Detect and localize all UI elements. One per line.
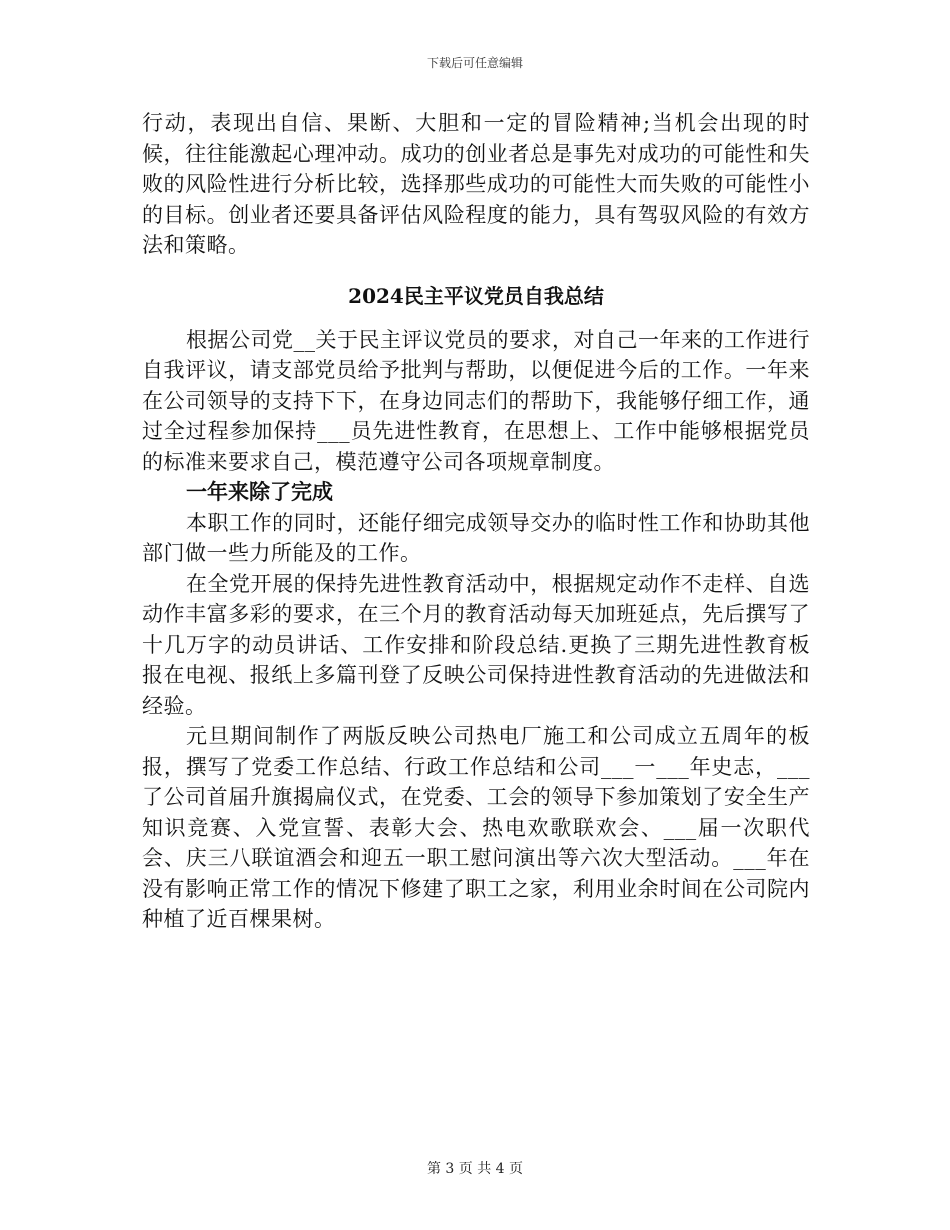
page-header: 下载后可任意编辑 <box>426 56 523 70</box>
paragraph-4: 元旦期间制作了两版反映公司热电厂施工和公司成立五周年的板报，撰写了党委工作总结、行政工作总结和公司___一___年史志，___了公司首届升旗揭扁仪式，在党委、工会的领导下参加策划了安全生产知识竞赛、入党宣誓、表彰大会、热电欢歌联欢会、___届一次职代会、庆三八联谊酒会和迎五一职工慰问演出等六次大型活动。___年在没有影响正常工作的情况下修建了职工之家，利用业余时间在公司院内种植了近百棵果树。 <box>142 724 810 931</box>
paragraph-1: 根据公司党__关于民主评议党员的要求，对自己一年来的工作进行自我评议，请支部党员给予批判与帮助，以便促进今后的工作。一年来在公司领导的支持下下，在身边同志们的帮助下，我能够仔细工作，通过全过程参加保持___员先进性教育，在思想上、工作中能够根据党员的标准来要求自己，模范遵守公司各项规章制度。 <box>142 327 810 474</box>
document-body <box>142 108 810 935</box>
subheading: 一年来除了完成 <box>186 479 333 504</box>
intro-paragraph: 行动，表现出自信、果断、大胆和一定的冒险精神;当机会出现的时候，往往能激起心理冲动。成功的创业者总是事先对成功的可能性和失败的风险性进行分析比较，选择那些成功的可能性大而失败的可能性小的目标。创业者还要具备评估风险程度的能力，具有驾驭风险的有效方法和策略。 <box>142 111 810 257</box>
document-title: 2024民主平议党员自我总结 <box>348 283 604 308</box>
paragraph-2: 本职工作的同时，还能仔细完成领导交办的临时性工作和协助其他部门做一些力所能及的工作。 <box>142 510 810 565</box>
page-footer: 第 3 页 共 4 页 <box>426 1161 524 1177</box>
paragraph-3: 在全党开展的保持先进性教育活动中，根据规定动作不走样、自选动作丰富多彩的要求，在三个月的教育活动每天加班延点，先后撰写了十几万字的动员讲话、工作安排和阶段总结.更换了三期先进性教育板报在电视、报纸上多篇刊登了反映公司保持进性教育活动的先进做法和经验。 <box>142 571 810 718</box>
